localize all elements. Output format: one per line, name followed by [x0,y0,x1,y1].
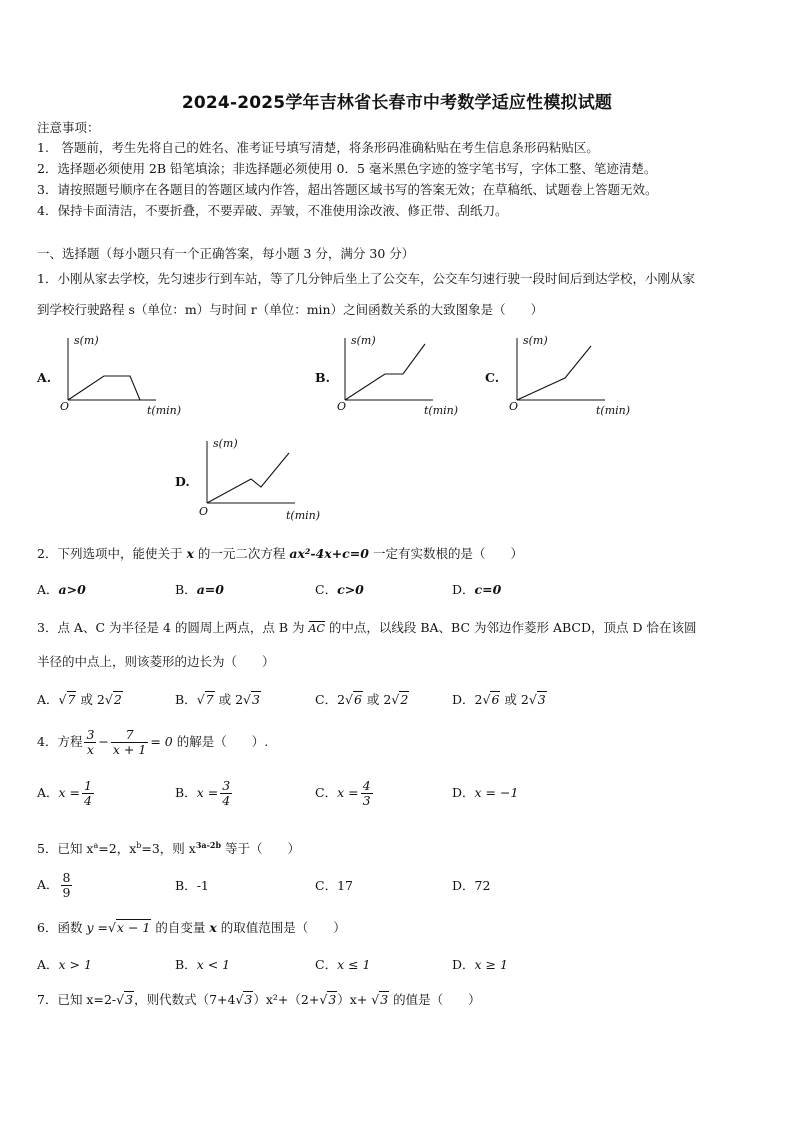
x-axis-label: t(min) [286,509,321,522]
q2-option-b: B．a=0 [175,582,224,597]
q2-option-a: A．a>0 [37,582,86,597]
q5-stem: 5．已知 $x^a=2$，$x^b=3$，则 $x^{3a-2b}$ 等于（ ） [37,840,301,857]
q1-option-c-graph [509,330,639,424]
q4-stem: 4．方程 $\frac{3}{x}$ − $\frac{7}{x + 1}$ = 0 的解是（ ）. [37,727,269,757]
q4-option-a: A．x = $\frac{1}{4}$ [37,778,92,808]
y-axis-label: s(m) [213,437,238,450]
q1-option-a-label: A. [37,370,52,385]
notice-item-4: 4．保持卡面清洁，不要折叠，不要弄破、弄皱，不准使用涂改液、修正带、刮纸刀。 [37,203,508,218]
notice-item-1: 1. 答题前，考生先将自己的姓名、准考证号填写清楚，将条形码准确粘贴在考生信息条形码粘贴区。 [37,140,599,155]
q3-option-d: D．2√6 或 2√3 [452,692,546,707]
q1-stem-line1: 1．小刚从家去学校，先匀速步行到车站，等了几分钟后坐上了公交车，公交车匀速行驶一段时间后到达学校，小刚从家 [37,271,695,286]
fraction-7-over-x-plus-1: $\frac{7}{x + 1}$ [112,727,147,757]
q5-option-c: C．17 [315,878,353,893]
q3-stem-line2: 半径的中点上，则该菱形的边长为（ ） [37,654,275,669]
origin-label: O [509,400,519,413]
y-axis-label: s(m) [351,334,376,347]
q4-option-d: D．x = −1 [452,785,519,800]
fraction-3-over-x: $\frac{3}{x}$ [86,727,95,757]
q1-graph-d-svg [199,433,329,525]
notice-item-3: 3．请按照题号顺序在各题目的答题区域内作答，超出答题区域书写的答案无效；在草稿纸、试题卷上答题无效。 [37,182,658,197]
origin-label: O [199,505,209,518]
q6-option-b: B．x < 1 [175,957,231,972]
q3-stem-line1: 3．点 A、C 为半径是 4 的圆周上两点，点 B 为 AC 的中点，以线段 BA、BC 为邻边作菱形 ABCD，顶点 D 恰在该圆 [37,620,697,635]
q4-option-c: C．x = $\frac{4}{3}$ [315,778,371,808]
x-axis-label: t(min) [596,404,631,417]
q2-option-d: D．c=0 [452,582,502,597]
page-title: 2024-2025学年吉林省长春市中考数学适应性模拟试题 [181,93,613,113]
q1-graph-c-svg [509,330,639,420]
graph-line [68,376,140,400]
q1-option-a-graph [60,330,190,424]
q6-option-a: A．x > 1 [37,957,92,972]
q6-option-d: D．x ≥ 1 [452,957,508,972]
notice-heading: 注意事项： [37,120,100,135]
notice-item-2: 2．选择题必须使用 2B 铅笔填涂；非选择题必须使用 0．5 毫米黑色字迹的签字笔书写，字体工整、笔迹清楚。 [37,161,657,176]
q1-option-d-graph [199,433,329,529]
q6-stem: 6．函数 y =√x − 1 的自变量 x 的取值范围是（ ） [37,920,346,935]
y-axis-label: s(m) [523,334,548,347]
q1-option-c-label: C. [485,370,500,385]
y-axis-label: s(m) [74,334,99,347]
q1-option-b-label: B. [315,370,330,385]
origin-label: O [337,400,347,413]
q3-option-b: B．√7 或 2√3 [175,692,260,707]
x-axis-label: t(min) [424,404,459,417]
q6-option-c: C．x ≤ 1 [315,957,371,972]
arc-ac: AC [308,622,325,635]
q1-stem-line2: 到学校行驶路程 s（单位：m）与时间 r（单位：min）之间函数关系的大致图象是（ ） [37,302,544,317]
q2-option-c: C．c>0 [315,582,364,597]
q4-option-b: B．x = $\frac{3}{4}$ [175,778,231,808]
section-heading: 一、选择题（每小题只有一个正确答案，每小题 3 分，满分 30 分） [37,246,415,261]
q1-option-b-graph [337,330,467,424]
q1-graph-a-svg [60,330,190,420]
origin-label: O [60,400,70,413]
q5-option-d: D．72 [452,878,491,893]
graph-line [517,346,591,400]
q7-stem: 7．已知 x=2-√3，则代数式（7+4√3）x²+（2+√3）x+ √3 的值是（ ） [37,992,481,1007]
x-axis-label: t(min) [147,404,182,417]
q3-option-c: C．2√6 或 2√2 [315,692,409,707]
q1-graph-b-svg [337,330,467,420]
graph-line [207,453,289,503]
q1-option-d-label: D. [175,474,190,489]
q2-stem: 2．下列选项中，能使关于 x 的一元二次方程 ax²-4x+c=0 一定有实数根的是（ ） [37,546,523,561]
q3-option-a: A．√7 或 2√2 [37,692,122,707]
q5-option-b: B．-1 [175,878,209,893]
graph-line [345,344,425,400]
q5-option-a: A． $\frac{8}{9}$ [37,870,71,900]
